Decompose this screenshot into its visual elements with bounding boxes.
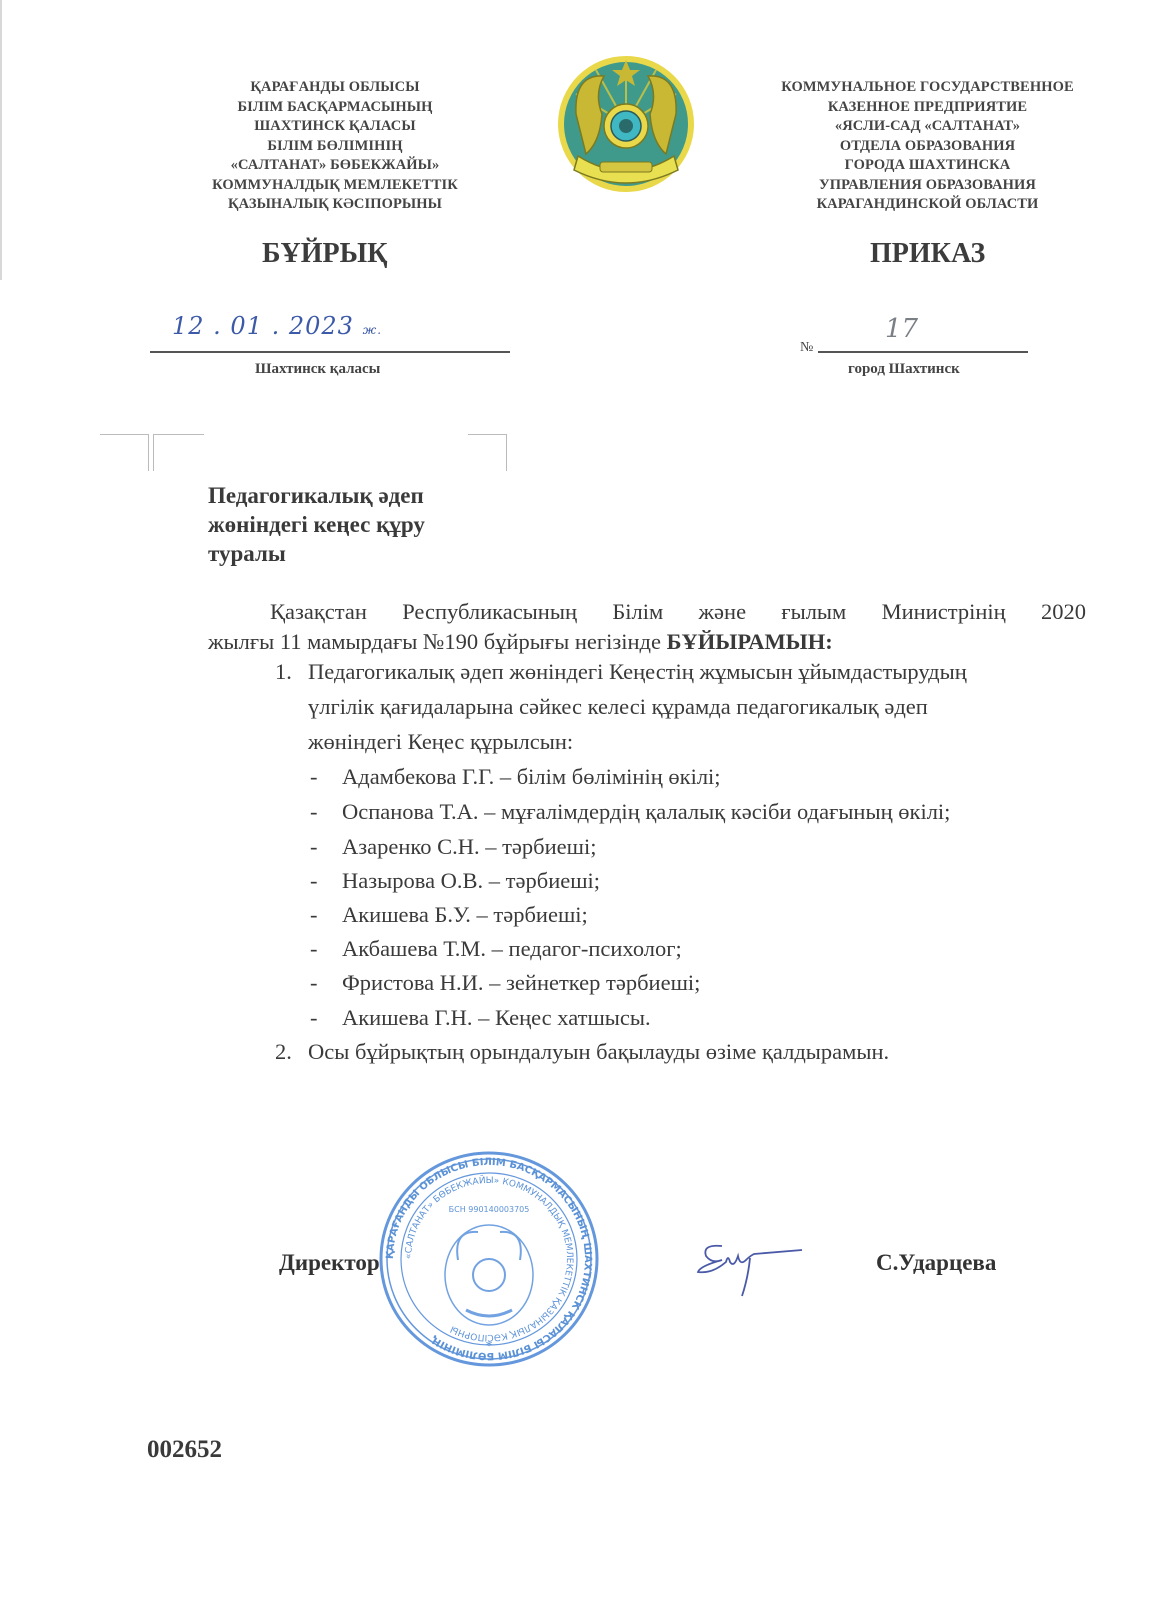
number-underline [818,351,1028,353]
item-number: 2. [275,1039,292,1064]
member-text: Оспанова Т.А. – мұғалімдердің қалалық кәсіби одағының өкілі; [342,799,951,824]
handwritten-signature-icon [692,1236,812,1300]
place-russian: город Шахтинск [848,361,960,377]
list-dash: - [310,936,318,961]
stamp-inner-text: «САЛТАНАТ» БӨБЕКЖАЙЫ» КОММУНАЛДЫҚ МЕМЛЕКЕТТІК ҚАЗЫНАЛЫҚ КӘСІПОРНЫ [403,1175,575,1343]
list-dash: - [310,764,318,789]
corner-mark [153,434,204,471]
title-russian: ПРИКАЗ [870,238,986,269]
list-dash: - [310,902,318,927]
member-text: Фристова Н.И. – зейнеткер тәрбиеші; [342,970,701,995]
title-kazakh: БҰЙРЫҚ [262,238,388,269]
number-label: № [800,340,814,355]
header-kz-line: «САЛТАНАТ» БӨБЕКЖАЙЫ» [230,157,440,173]
preamble-word: 2020 [1040,599,1086,624]
header-kz-line: КОММУНАЛДЫҚ МЕМЛЕКЕТТІК [212,176,458,193]
header-ru-line: КАРАГАНДИНСКОЙ ОБЛАСТИ [816,196,1039,212]
preamble-text: жылғы 11 мамырдағы №190 бұйрығы негізінде [208,629,667,654]
header-ru-line: КАЗЕННОЕ ПРЕДПРИЯТИЕ [827,98,1028,115]
preamble-line-2 [208,627,1086,657]
corner-mark [468,434,507,471]
member-text: Адамбекова Г.Г. – білім бөлімінің өкілі; [342,764,721,789]
subject-line: Педагогикалық әдеп [208,483,424,508]
stamp-bin: БСН 990140003705 [448,1205,530,1214]
item-number: 1. [275,659,292,684]
order-subject [208,481,425,568]
preamble-word: ғылым [781,599,847,624]
preamble-word: және [698,599,747,624]
header-ru-line: КОММУНАЛЬНОЕ ГОСУДАРСТВЕННОЕ [781,79,1074,95]
official-stamp-icon [378,1150,600,1368]
director-name: С.Ударцева [876,1250,997,1275]
list-dash: - [310,970,318,995]
corner-mark [100,434,149,471]
list-dash: - [310,834,318,859]
subject-line: жөніндегі кеңес құру [208,512,425,537]
preamble-word: Министрінің [881,599,1006,624]
date-underline [150,351,510,353]
member-text: Акишева Б.У. – тәрбиеші; [342,902,588,927]
member-text: Акбашева Т.М. – педагог-психолог; [342,936,682,961]
member-text: Назырова О.В. – тәрбиеші; [342,868,601,893]
header-ru-line: ГОРОДА ШАХТИНСКА [844,157,1011,173]
document-serial-number: 002652 [147,1436,222,1463]
header-kz-line: ШАХТИНСК ҚАЛАСЫ [254,118,416,134]
item-text-line: Осы бұйрықтың орындалуын бақылауды өзіме қалдырамын. [308,1039,890,1064]
preamble-word: Республикасының [402,599,578,624]
list-dash: - [310,1005,318,1030]
header-ru-line: ОТДЕЛА ОБРАЗОВАНИЯ [839,137,1016,154]
member-text: Азаренко С.Н. – тәрбиеші; [342,834,597,859]
item-text-line: жөніндегі Кеңес құрылсын: [308,729,574,754]
svg-text:*: * [485,1339,493,1354]
list-dash: - [310,868,318,893]
date-value: 12 . 01 . 2023 [172,312,354,340]
member-text: Акишева Г.Н. – Кеңес хатшысы. [342,1005,651,1030]
header-kz-line: ҚАРАҒАНДЫ ОБЛЫСЫ [250,79,420,95]
item-text-line: Педагогикалық әдеп жөніндегі Кеңестің жұмысын ұйымдастырудың [308,659,967,684]
header-kz-line: ҚАЗЫНАЛЫҚ КӘСІПОРЫНЫ [228,196,442,212]
date-suffix: ж. [362,323,383,337]
preamble [208,597,1086,657]
header-ru-line: УПРАВЛЕНИЯ ОБРАЗОВАНИЯ [818,176,1036,193]
place-kazakh: Шахтинск қаласы [255,361,381,377]
preamble-word: Қазақстан [270,599,367,624]
header-ru-line: «ЯСЛИ-САД «САЛТАНАТ» [834,118,1021,134]
state-emblem-icon [556,54,696,194]
header-kz-line: БІЛІМ БӨЛІМІНІҢ [267,137,403,154]
scan-edge [0,0,2,280]
position-label: Директор [279,1250,380,1275]
subject-line: туралы [208,541,286,566]
header-kazakh [185,78,485,215]
header-kz-line: БІЛІМ БАСҚАРМАСЫНЫҢ [237,98,433,115]
preamble-line-1 [208,597,1086,627]
order-keyword: БҰЙЫРАМЫН: [666,629,833,654]
item-text-line: үлгілік қағидаларына сәйкес келесі құрамда педагогикалық әдеп [308,694,928,719]
handwritten-number: 17 [885,314,919,344]
handwritten-date [172,312,382,340]
stamp-outer-text: ҚАРАҒАНДЫ ОБЛЫСЫ БІЛІМ БАСҚАРМАСЫНЫҢ ШАХТИНСК ҚАЛАСЫ БІЛІМ БӨЛІМІНІҢ [384,1156,594,1362]
preamble-word: Білім [612,599,664,624]
list-dash: - [310,799,318,824]
header-russian [760,78,1095,215]
